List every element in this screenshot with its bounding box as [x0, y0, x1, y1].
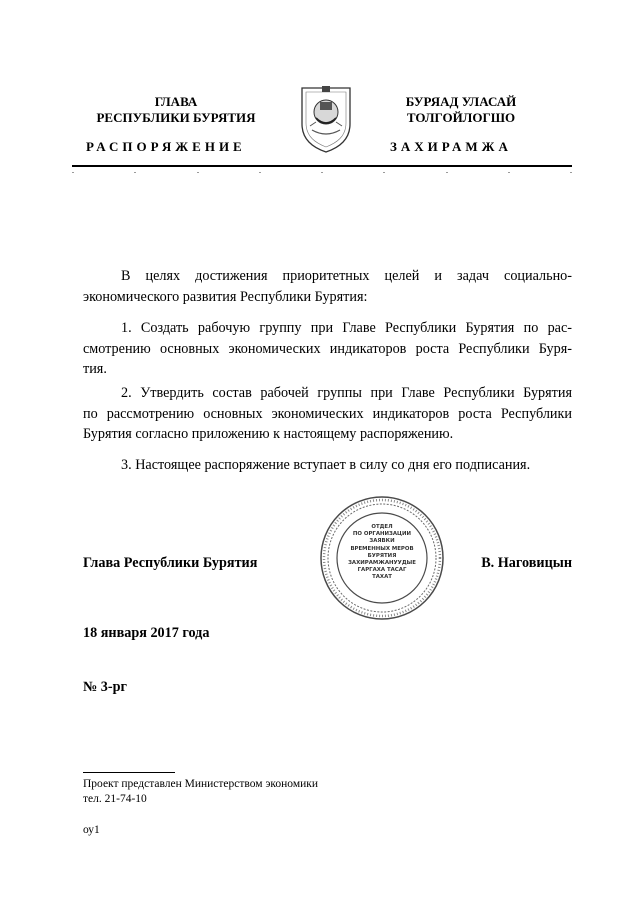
item3-line: 3. Настоящее распоряжение вступает в силу со дня его подписания.	[121, 457, 531, 473]
stamp-line: ОТДЕЛ	[371, 524, 393, 530]
footer-code: оу1	[83, 824, 100, 836]
item1-line1: 1. Создать рабочую группу при Главе Республики Бурятия по рас-	[121, 320, 572, 336]
header-left-line1: ГЛАВА	[154, 94, 198, 109]
header-divider	[72, 165, 572, 167]
stamp-line: БУРЯТИЯ	[367, 552, 397, 559]
stamp-line: ВРЕМЕННЫХ МЕРОВ	[350, 545, 414, 552]
stamp-line: ЗАХИРАМЖАНУУДЫЕ	[348, 560, 416, 567]
item-2-paragraph	[83, 383, 572, 445]
doc-type-right: ЗАХИРАМЖА	[390, 139, 512, 154]
stamp-line: ГАРГАХА ТАСАГ	[357, 567, 407, 574]
footnote-line2: тел. 21-74-10	[83, 793, 147, 805]
stamp-line: ЗАЯВКИ	[369, 538, 395, 545]
header-dotted-line	[72, 172, 572, 176]
header-left-line2: РЕСПУБЛИКИ БУРЯТИЯ	[96, 110, 256, 125]
header-left-title	[86, 94, 266, 126]
document-number: № 3-рг	[83, 679, 127, 695]
header-right-line2: ТОЛГОЙЛОГШО	[406, 110, 516, 125]
stamp-line: ТАХАТ	[372, 574, 392, 581]
intro-paragraph	[83, 266, 572, 307]
stamp-text	[340, 524, 424, 582]
intro-line1: В целях достижения приоритетных целей и задач социально-	[121, 268, 572, 284]
signature-name: В. Наговицын	[481, 555, 572, 571]
intro-line2: экономического развития Республики Бурятия:	[83, 288, 368, 305]
official-stamp-icon	[318, 494, 446, 622]
item1-line2: смотрению основных экономических индикаторов роста Республики Буря-	[83, 340, 572, 357]
item-1-paragraph	[83, 318, 572, 380]
doc-type-left: РАСПОРЯЖЕНИЕ	[86, 139, 246, 154]
header-right-title	[376, 94, 546, 126]
signature-position: Глава Республики Бурятия	[83, 555, 258, 571]
item2-line2: по рассмотрению основных экономических индикаторов роста Республики	[83, 405, 572, 422]
footnote-divider	[83, 772, 175, 773]
item-3-paragraph	[83, 455, 572, 476]
document-date: 18 января 2017 года	[83, 625, 210, 641]
item2-line3: Бурятия согласно приложению к настоящему распоряжению.	[83, 426, 454, 442]
item2-line1: 2. Утвердить состав рабочей группы при Главе Республики Бурятия	[121, 385, 572, 401]
header-right-line1: БУРЯАД УЛАСАЙ	[405, 94, 517, 109]
item1-line3: тия.	[83, 361, 107, 377]
coat-of-arms-icon	[296, 82, 356, 154]
stamp-line: ПО ОРГАНИЗАЦИИ	[352, 531, 412, 538]
footnote-line1: Проект представлен Министерством экономики	[83, 778, 319, 790]
